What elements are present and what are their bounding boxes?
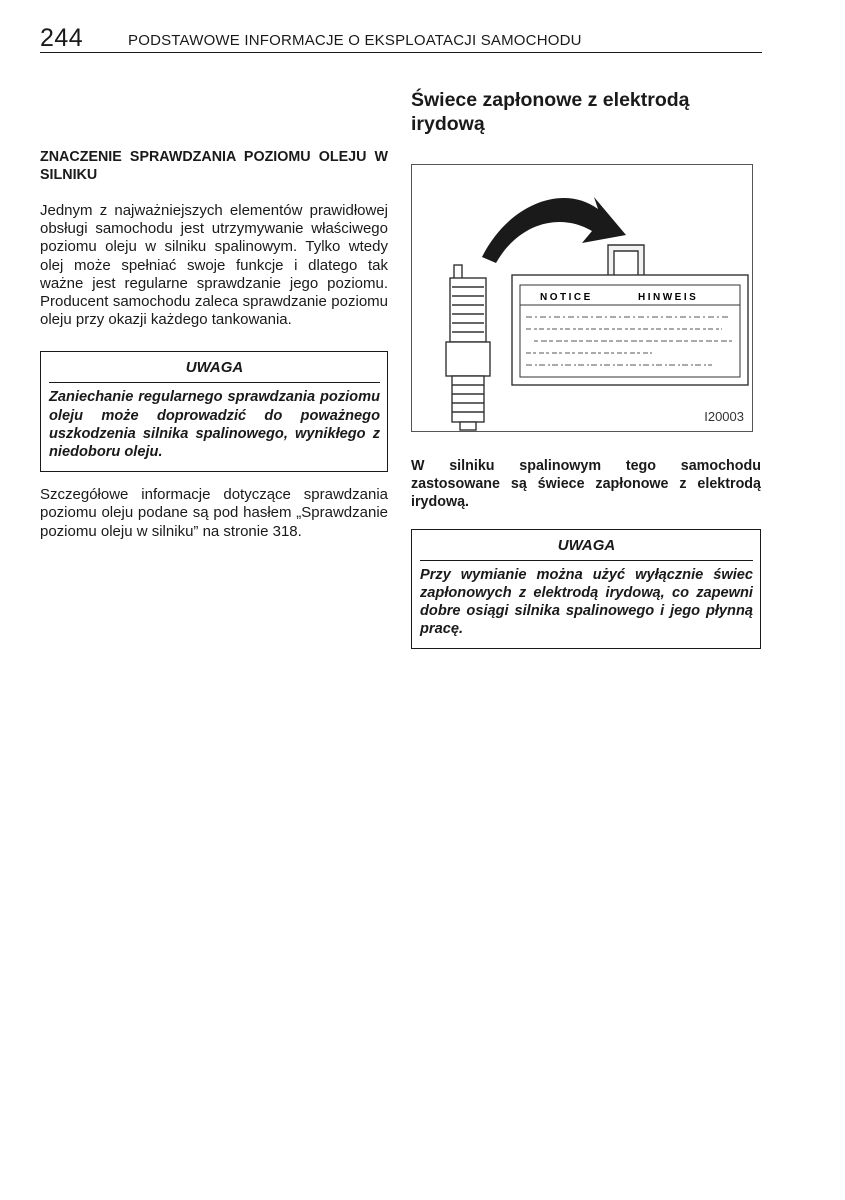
right-column (411, 88, 761, 649)
spark-plug-section-title: Świece zapłonowe z elektrodą irydową (411, 89, 690, 135)
spark-plug-icon (446, 265, 490, 430)
page-header (40, 26, 762, 53)
spark-plug-intro: W silniku spalinowym tego samochodu zastosowane są świece zapłonowe z elektrodą irydową. (411, 458, 761, 511)
oil-warning-title: UWAGA (49, 359, 380, 383)
notice-word: NOTICE (540, 292, 593, 303)
notice-label-icon (512, 275, 748, 385)
oil-warning-box (40, 351, 388, 472)
spark-plug-figure (411, 164, 753, 432)
oil-reference-paragraph: Szczegółowe informacje dotyczące sprawdzania poziomu oleju podane są pod hasłem „Sprawdzanie poziomu oleju w silniku” na stronie 318. (40, 486, 388, 540)
curved-arrow-icon (482, 197, 626, 263)
oil-check-heading: ZNACZENIE SPRAWDZANIA POZIOMU OLEJU W SILNIKU (40, 149, 388, 183)
spark-plug-warning-title: UWAGA (420, 537, 753, 561)
hinweis-word: HINWEIS (638, 292, 699, 303)
left-column (40, 148, 388, 541)
page-number: 244 (40, 24, 84, 52)
oil-check-paragraph: Jednym z najważniejszych elementów prawidłowej obsługi samochodu jest utrzymywanie właściwego poziomu oleju w silniku spalinowym. Tylko wtedy olej może spełniać swoje funkcje i dlatego tak ważne jest regularne sprawdzanie jego poziomu. Producent samochodu zaleca sprawdzanie poziomu oleju przy okazji każdego tankowania. (40, 202, 388, 329)
spark-plug-warning-text: Przy wymianie można użyć wyłącznie świec zapłonowych z elektrodą irydową, co zapewni dobre osiągi silnika spalinowego i jego płynną pracę. (420, 566, 753, 638)
oil-warning-text: Zaniechanie regularnego sprawdzania poziomu oleju może doprowadzić do poważnego uszkodzenia silnika spalinowego, wynikłego z niedoboru oleju. (49, 389, 380, 461)
spark-plug-illustration (412, 165, 752, 431)
figure-code: I20003 (704, 409, 744, 424)
running-title: PODSTAWOWE INFORMACJE O EKSPLOATACJI SAMOCHODU (128, 32, 582, 49)
spark-plug-warning-box (411, 529, 761, 650)
